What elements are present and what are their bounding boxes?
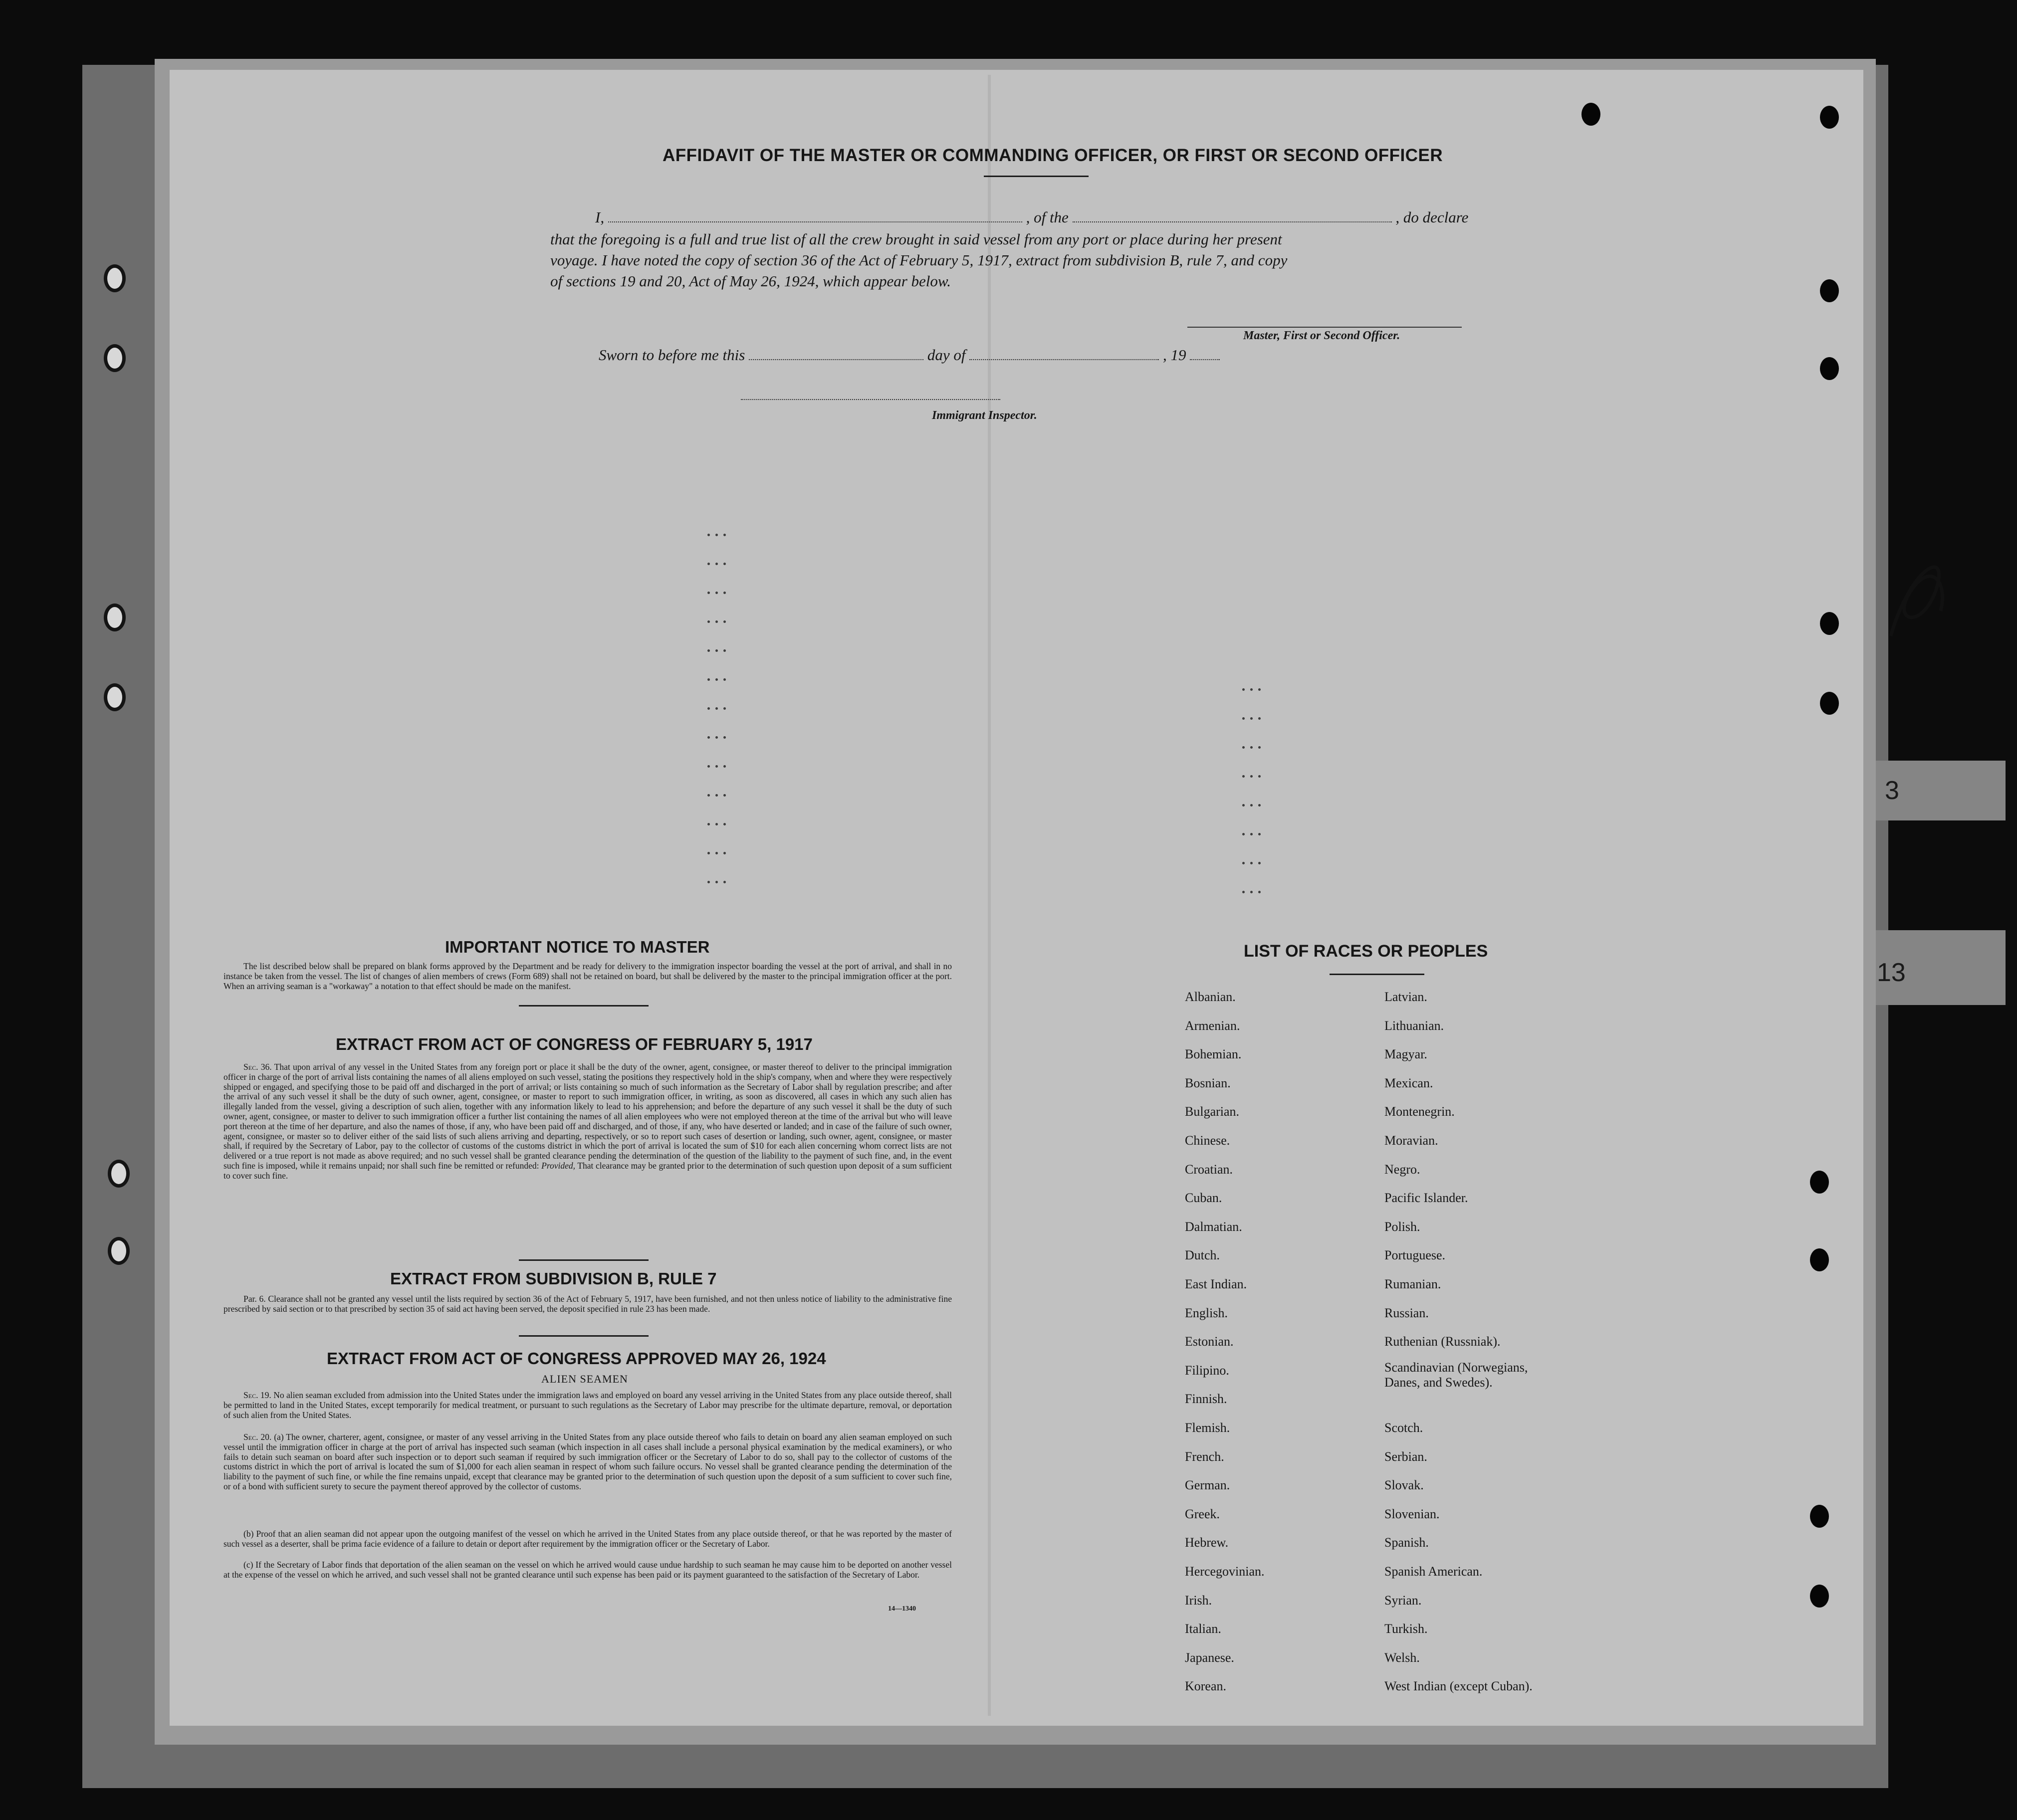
race-list-item: West Indian (except Cuban). [1384,1679,1533,1694]
race-list-item: Moravian. [1384,1133,1438,1148]
races-title: LIST OF RACES OR PEOPLES [1244,942,1488,961]
race-list-item: Spanish. [1384,1535,1429,1550]
sec20c-text: (c) If the Secretary of Labor finds that deportation of the alien seaman on the vessel on which he arrived would cause undue hardship to such seaman he may cause him to be deported on another vessel at the expense of the vessel on which he arrived, and such vessel shall not be granted clearance until such expense has been paid or its payment guaranteed to the satisfaction of the Secretary of Labor. [224,1560,952,1580]
sec20-text [224,1432,952,1492]
sec20-lead: Sec. 20. [243,1432,272,1442]
extract-1917-text [224,1062,952,1181]
punch-hole-ring [104,683,126,711]
row-dots [707,703,737,709]
punch-hole [1810,1505,1829,1528]
race-list-item: Cuban. [1185,1191,1222,1206]
sworn-day-label: day of [927,346,966,364]
race-list-item: Bulgarian. [1185,1104,1240,1119]
row-dots [1242,800,1272,806]
notice-title: IMPORTANT NOTICE TO MASTER [445,938,710,956]
sec20-body: (a) The owner, charterer, agent, consignee, or master of any vessel arriving in the United States from any place outside thereof who fails to detain on board any alien seaman employed on such vessel until the immigration officer in charge at the port of arrival has inspected such seaman (which inspection in all cases shall include a personal physical examination by the medical examiners), or who fails to detain such seaman on board after such inspection or to deport such seaman if required by such immigration officer or the Secretary of Labor to do so, shall pay to the collector of customs of the customs district in which the port of arrival is located the sum of $1,000 for each alien seaman in respect of whom such failure occurs. No vessel shall be granted clearance pending the determination of the liability to the payment of such fine, or while the fine remains unpaid, except that clearance may be granted prior to the determination of such question upon the deposit of a sum sufficient to cover such fine, or of a bond with sufficient surety to secure the payment thereof approved by the collector of customs. [224,1432,952,1491]
sworn-day-field[interactable] [749,359,923,360]
race-list-item: Lithuanian. [1384,1018,1444,1033]
punch-hole-ring [108,1160,130,1188]
row-dots [707,761,737,767]
race-list-item: Albanian. [1185,990,1236,1004]
section-rule [519,1335,649,1337]
row-dots [707,732,737,738]
race-list-item: Serbian. [1384,1449,1427,1464]
sworn-year-label: , 19 [1162,346,1186,364]
row-dots [1242,713,1272,719]
race-list-item: Greek. [1185,1506,1220,1521]
punch-hole [1820,357,1839,380]
affidavit-line-3: voyage. I have noted the copy of section 36 of the Act of February 5, 1917, extract from subdivision B, rule 7, and copy [550,251,1288,269]
sec36-lead: Sec. 36. [243,1062,272,1072]
row-dots [707,848,737,854]
name-field[interactable] [608,221,1022,222]
punch-hole-ring [104,604,126,631]
punch-hole [1810,1585,1829,1608]
race-list-item: Finnish. [1185,1392,1227,1407]
race-list-item: Hebrew. [1185,1535,1229,1550]
race-list-item: Latvian. [1384,990,1427,1004]
punch-hole-ring [104,264,126,292]
race-list-item: Korean. [1185,1679,1227,1694]
section-rule [519,1005,649,1007]
race-list-item: Slovak. [1384,1478,1424,1493]
affidavit-line-4: of sections 19 and 20, Act of May 26, 1924, which appear below. [550,272,951,290]
race-list-item: Slovenian. [1384,1506,1440,1521]
row-dots [707,588,737,594]
sec19-text [224,1391,952,1420]
punch-hole [1810,1171,1829,1194]
affidavit-i: I, [595,208,605,226]
handwritten-mark [1881,536,1956,651]
row-dots [707,645,737,651]
affidavit-line-2: that the foregoing is a full and true list of all the crew brought in said vessel from any port or place during her present [550,230,1282,248]
race-list-item: Welsh. [1384,1650,1420,1665]
row-dots [1242,684,1272,690]
race-list-item: Chinese. [1185,1133,1230,1148]
row-dots [1242,771,1272,777]
affidavit-declare: , do declare [1395,208,1469,226]
race-list-item: Portuguese. [1384,1248,1446,1263]
sworn-month-field[interactable] [969,359,1159,360]
affidavit-of-the: , of the [1026,208,1069,226]
sec36-end: That clearance may be granted prior to the determination of such question upon deposit of a sum sufficient to cover such fine. [224,1160,952,1181]
master-signature-line[interactable] [1187,327,1462,328]
race-list-item: Spanish American. [1384,1564,1483,1579]
sec36-proviso: Provided, [541,1160,575,1171]
row-dots [1242,829,1272,835]
race-list-item: Scandinavian (Norwegians, Danes, and Swedes). [1384,1360,1528,1390]
punch-hole [1820,692,1839,715]
race-list-item: Armenian. [1185,1018,1240,1033]
race-list-item: Negro. [1384,1162,1420,1177]
race-list-item: Turkish. [1384,1621,1428,1636]
sec19-lead: Sec. 19. [243,1390,271,1400]
race-list-item: Italian. [1185,1621,1221,1636]
punch-hole-ring [104,344,126,372]
race-list-item: English. [1185,1305,1228,1320]
extract-1917-title: EXTRACT FROM ACT OF CONGRESS OF FEBRUARY 5, 1917 [336,1035,813,1053]
race-list-item: Mexican. [1384,1075,1433,1090]
inspector-signature-line[interactable] [741,399,1000,400]
master-signature-label: Master, First or Second Officer. [1243,329,1400,342]
row-dots [707,674,737,680]
affidavit-title: AFFIDAVIT OF THE MASTER OR COMMANDING OFFICER, OR FIRST OR SECOND OFFICER [663,146,1443,165]
race-list-item: East Indian. [1185,1277,1247,1291]
inspector-signature-label: Immigrant Inspector. [932,409,1037,422]
race-list-item: Filipino. [1185,1363,1229,1378]
row-dots [1242,742,1272,748]
extract-rule7-text: Par. 6. Clearance shall not be granted any vessel until the lists required by section 36 of the Act of February 5, 1917, have been furnished, and not then unless notice of liability to the administrative fine prescribed by said section or to that prescribed by section 35 of said act having been served, the deposit specified in rule 23 has been made. [224,1294,952,1314]
race-list-item: Montenegrin. [1384,1104,1455,1119]
race-list-item: Bohemian. [1185,1047,1242,1062]
form-code: 14—1340 [888,1605,916,1613]
extract-rule7-title: EXTRACT FROM SUBDIVISION B, RULE 7 [390,1269,717,1288]
margin-mark-2: 13 [1877,958,1906,987]
sworn-year-field[interactable] [1190,359,1220,360]
race-list-item: French. [1185,1449,1224,1464]
race-list-item: Rumanian. [1384,1277,1441,1291]
punch-hole [1820,279,1839,302]
row-dots [1242,858,1272,864]
race-list-item: Flemish. [1185,1420,1230,1435]
punch-hole-ring [108,1237,130,1265]
page-fold [988,75,991,1716]
sworn-prefix: Sworn to before me this [599,346,745,364]
race-list-item: Dutch. [1185,1248,1220,1263]
race-list-item: Bosnian. [1185,1075,1231,1090]
sec19-body: No alien seaman excluded from admission into the United States under the immigration laws and employed on board any vessel arriving in the United States from any place outside thereof, shall be permitted to land in the United States, except temporarily for medical treatment, or pursuant to such regulations as the Secretary of Labor may prescribe for the ultimate departure, removal, or deportation of such alien from the United States. [224,1390,952,1420]
race-list-item: Scotch. [1384,1420,1423,1435]
row-dots [707,790,737,796]
races-rule [1330,974,1424,975]
race-list-item: Japanese. [1185,1650,1234,1665]
race-list-item: Estonian. [1185,1334,1234,1349]
affidavit-line-1 [595,208,1468,226]
sec36-body: That upon arrival of any vessel in the United States from any foreign port or place it shall be the duty of the owner, agent, consignee, or master thereof to deliver to the principal immigration officer in charge of the port of arrival lists containing the names of all aliens employed on such vessel, stating the positions they respectively hold in the ship's company, when and where they were respectively shipped or engaged, and specifying those to be paid off and discharged in the port of arrival; or lists containing so much of such information as the Secretary of Labor shall by regulation prescribe; and after the arrival of any such vessel it shall be the duty of such owner, agent, consignee, or master to report to such immigration officer, in writing, as soon as discovered, all cases in which any such alien has illegally landed from the vessel, giving a description of such alien, together with any information likely to lead to his apprehension; and before the departure of any such vessel it shall be the duty of such owner, agent, consignee, or master to deliver to such immigration officer a further list containing the names of all alien employees who were not employed thereon at the time of the arrival but who will leave port thereon at the time of her departure, and also the names of those, if any, who have been paid off and discharged, and of those, if any, who have deserted or landed; and in case of the failure of such owner, agent, consignee, or master so to deliver either of the said lists of such aliens arriving and departing, respectively, or so to report such cases of desertion or landing, such owner, agent, consignee, or master shall, if required by the Secretary of Labor, pay to the collector of customs of the customs district in which the port of arrival is located the sum of $10 for each alien concerning whom correct lists are not delivered or a true report is not made as above required; and no such vessel shall be granted clearance pending the determination of the question of the liability to the payment of such fine, and, in the event such fine is imposed, while it remains unpaid; nor shall such fine be remitted or refunded: [224,1062,952,1171]
race-list-item: Russian. [1384,1305,1429,1320]
row-dots [707,877,737,883]
section-rule [519,1259,649,1261]
margin-mark-1: 3 [1885,776,1899,805]
punch-hole [1820,612,1839,635]
race-list-item: German. [1185,1478,1230,1493]
race-list-item: Hercegovinian. [1185,1564,1265,1579]
alien-seamen-subtitle: ALIEN SEAMEN [541,1373,628,1385]
punch-hole [1581,103,1600,126]
title-rule [984,176,1089,177]
row-dots [1242,887,1272,893]
race-list-item: Magyar. [1384,1047,1427,1062]
race-list-item: Dalmatian. [1185,1219,1242,1234]
row-dots [707,559,737,565]
notice-text: The list described below shall be prepared on blank forms approved by the Department and be ready for delivery to the immigration inspector boarding the vessel at the port of arrival, and shall in no instance be taken from the vessel. The list of changes of alien members of crews (Form 689) shall not be retained on board, but shall be delivered by the master to the principal immigration officer at the port. When an arriving seaman is a "workaway" a notation to that effect should be made on the manifest. [224,961,952,991]
vessel-field[interactable] [1073,221,1392,222]
race-list-item: Pacific Islander. [1384,1191,1468,1206]
row-dots [707,616,737,622]
race-list-item: Irish. [1185,1593,1212,1608]
sworn-line [599,346,1220,364]
row-dots [707,530,737,536]
row-dots [707,819,737,825]
punch-hole [1810,1248,1829,1271]
punch-hole [1820,106,1839,129]
race-list-item: Ruthenian (Russniak). [1384,1334,1501,1349]
race-list-item: Croatian. [1185,1162,1233,1177]
extract-1924-title: EXTRACT FROM ACT OF CONGRESS APPROVED MAY 26, 1924 [327,1349,826,1368]
race-list-item: Polish. [1384,1219,1420,1234]
sec20b-text: (b) Proof that an alien seaman did not appear upon the outgoing manifest of the vessel on which he arrived in the United States from any place outside thereof, or that he was reported by the master of such vessel as a deserter, shall be prima facie evidence of a failure to detain or deport after requirement by the immigration officer or the Secretary of Labor. [224,1529,952,1549]
race-list-item: Syrian. [1384,1593,1422,1608]
